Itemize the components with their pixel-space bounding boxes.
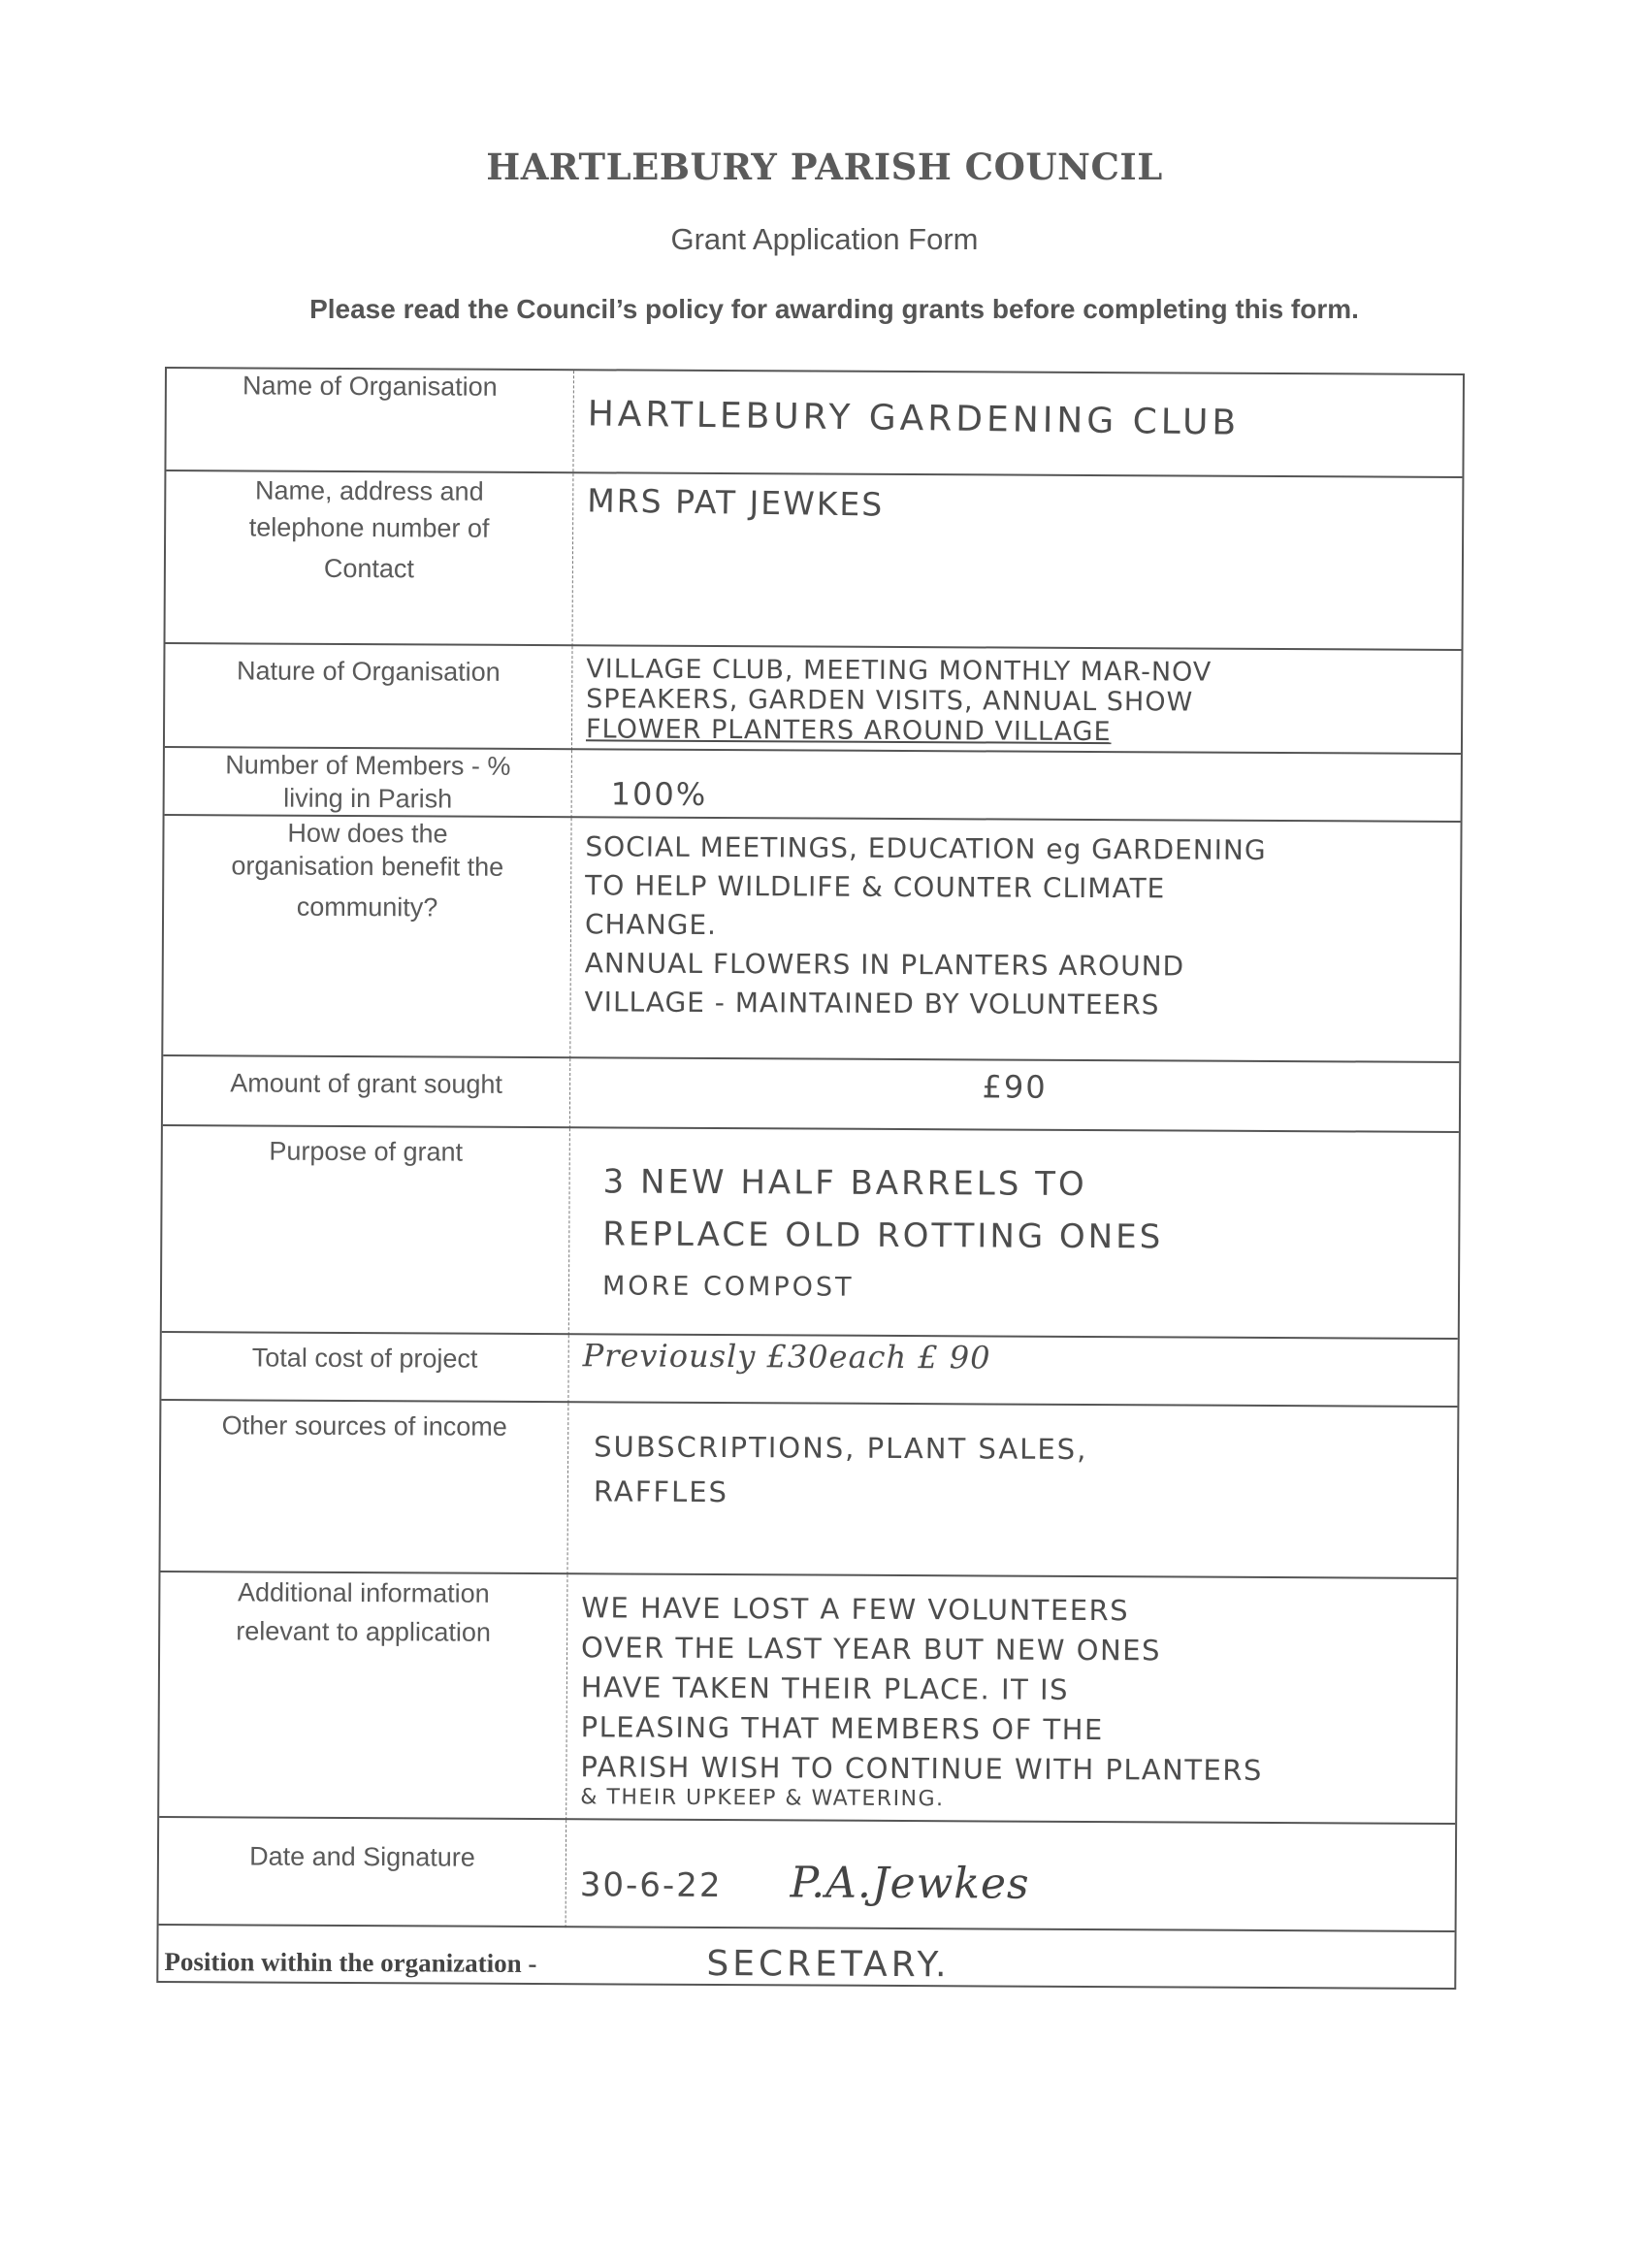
label-date-signature: Date and Signature <box>159 1818 567 1928</box>
value-line: & THEIR UPKEEP & WATERING. <box>580 1785 945 1812</box>
value-position[interactable]: SECRETARY. <box>706 1943 951 1986</box>
row-other-income <box>160 1399 1457 1579</box>
value-other-income[interactable] <box>567 1403 1457 1579</box>
row-nature <box>165 642 1462 755</box>
value-additional[interactable] <box>566 1574 1456 1825</box>
row-position <box>158 1924 1454 1988</box>
value-line: TO HELP WILDLIFE & COUNTER CLIMATE <box>585 869 1166 905</box>
label-nature: Nature of Organisation <box>165 644 573 750</box>
value-contact[interactable]: MRS PAT JEWKES <box>587 481 885 524</box>
value-amount[interactable]: £90 <box>982 1068 1048 1106</box>
value-nature[interactable] <box>572 646 1462 755</box>
row-benefit <box>163 814 1460 1063</box>
date-value: 30-6-22 <box>579 1865 723 1906</box>
label-contact <box>166 471 574 646</box>
row-additional <box>159 1571 1456 1825</box>
label-line: community? <box>296 891 438 923</box>
row-date-signature <box>159 1816 1456 1932</box>
value-line: SPEAKERS, GARDEN VISITS, ANNUAL SHOW <box>586 684 1194 718</box>
value-line: MORE COMPOST <box>601 1271 855 1303</box>
signature: P.A.Jewkes <box>790 1858 1030 1909</box>
value-line: PLEASING THAT MEMBERS OF THE <box>580 1710 1104 1747</box>
value-line: PARISH WISH TO CONTINUE WITH PLANTERS <box>580 1750 1263 1787</box>
label-line: relevant to application <box>236 1616 492 1647</box>
label-line: How does the <box>287 818 448 849</box>
row-purpose <box>162 1124 1459 1340</box>
label-position: Position within the organization - <box>164 1947 537 1979</box>
label-additional <box>159 1572 567 1820</box>
label-line: living in Parish <box>283 783 453 814</box>
application-table <box>156 367 1465 1990</box>
label-line: Contact <box>323 553 415 584</box>
value-date-signature[interactable] <box>566 1820 1456 1932</box>
value-benefit[interactable] <box>570 818 1460 1063</box>
value-line: CHANGE. <box>584 908 718 941</box>
value-organisation-name[interactable]: HARTLEBURY GARDENING CLUB <box>587 394 1241 443</box>
value-line: SUBSCRIPTIONS, PLANT SALES, <box>594 1430 1088 1466</box>
value-line: HAVE TAKEN THEIR PLACE. IT IS <box>580 1670 1070 1706</box>
value-members[interactable]: 100% <box>610 775 708 813</box>
value-line: ANNUAL FLOWERS IN PLANTERS AROUND <box>584 947 1185 983</box>
value-line: WE HAVE LOST A FEW VOLUNTEERS <box>581 1591 1130 1628</box>
row-organisation-name <box>166 369 1463 476</box>
label-organisation-name: Name of Organisation <box>166 369 574 471</box>
form-instruction: Please read the Council’s policy for awarding grants before completing this form. <box>309 294 1359 324</box>
value-line: VILLAGE CLUB, MEETING MONTHLY MAR-NOV <box>586 654 1212 688</box>
label-amount: Amount of grant sought <box>163 1056 570 1128</box>
label-purpose: Purpose of grant <box>162 1126 570 1335</box>
council-title: HARTLEBURY PARISH COUNCIL <box>486 146 1163 188</box>
row-contact <box>166 470 1463 651</box>
value-line: FLOWER PLANTERS AROUND VILLAGE <box>585 714 1112 748</box>
row-amount <box>163 1054 1459 1133</box>
label-line: Additional information <box>237 1577 490 1608</box>
label-line: Number of Members - % <box>225 750 511 781</box>
value-line: 3 NEW HALF BARRELS TO <box>602 1162 1087 1204</box>
value-purpose[interactable] <box>569 1128 1459 1340</box>
value-line: REPLACE OLD ROTTING ONES <box>602 1215 1164 1257</box>
value-total-cost[interactable]: Previously £30each £ 90 <box>582 1337 991 1377</box>
label-total-cost: Total cost of project <box>161 1333 568 1403</box>
value-line: VILLAGE - MAINTAINED BY VOLUNTEERS <box>584 986 1160 1021</box>
row-total-cost <box>161 1331 1457 1408</box>
form-title: Grant Application Form <box>670 222 979 256</box>
label-line: organisation benefit the <box>231 851 504 882</box>
label-benefit <box>163 816 571 1058</box>
row-members <box>165 746 1461 823</box>
value-line: OVER THE LAST YEAR BUT NEW ONES <box>581 1631 1162 1668</box>
label-line: telephone number of <box>248 512 490 543</box>
label-members <box>165 748 572 818</box>
label-line: Name, address and <box>254 475 484 506</box>
value-line: SOCIAL MEETINGS, EDUCATION eg GARDENING <box>585 830 1267 866</box>
label-other-income: Other sources of income <box>160 1401 568 1574</box>
value-line: RAFFLES <box>593 1474 729 1509</box>
